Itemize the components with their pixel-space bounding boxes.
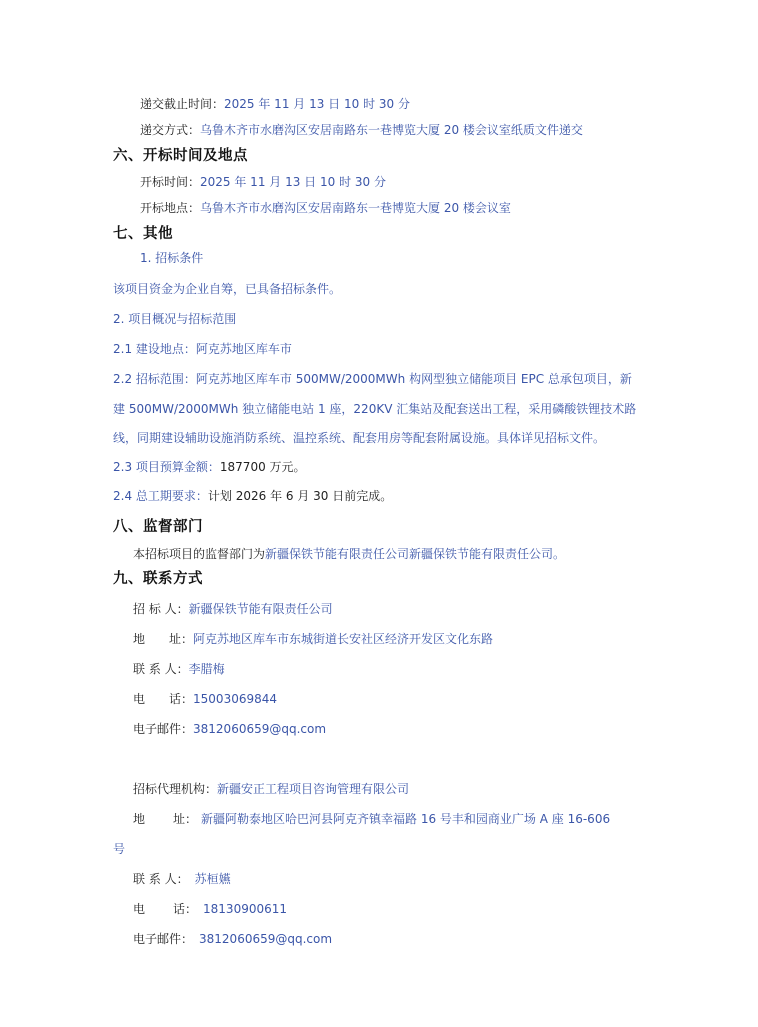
agency-address-row — [133, 811, 610, 827]
tenderer-address-label-a: 地 — [133, 632, 146, 646]
tenderer-address-value: 阿克苏地区库车市东城街道长安社区经济开发区文化东路 — [193, 632, 494, 646]
agency-contact-value: 苏桓嬿 — [194, 872, 231, 886]
tenderer-phone-label-b: 话： — [169, 692, 194, 706]
item21-row — [113, 341, 292, 357]
section8-heading: 八、监督部门 — [113, 519, 203, 535]
agency-address-value: 新疆阿勒泰地区哈巴河县阿克齐镇幸福路 16 号丰和园商业广场 A 座 16-606 — [201, 812, 611, 826]
tenderer-value: 新疆保铁节能有限责任公司 — [188, 602, 333, 616]
submission-method-label: 递交方式： — [140, 123, 201, 137]
submission-deadline-value: 2025 年 11 月 13 日 10 时 30 分 — [224, 97, 410, 111]
item22-label: 2.2 招标范围： — [113, 372, 196, 386]
item1-text: 该项目资金为企业自筹，已具备招标条件。 — [113, 282, 342, 296]
supervision-prefix: 本招标项目的监督部门为 — [133, 547, 266, 561]
section7-heading: 七、其他 — [113, 226, 173, 242]
tenderer-phone-label-a: 电 — [133, 692, 146, 706]
section9-heading: 九、联系方式 — [113, 571, 203, 587]
item24-label: 2.4 总工期要求： — [113, 489, 208, 503]
item22-value-1: 阿克苏地区库车市 500MW/2000MWh 构网型独立储能项目 EPC 总承包项目，新 — [195, 372, 632, 386]
agency-phone-value: 18130900611 — [203, 902, 288, 916]
agency-email-value[interactable]: 3812060659@qq.com — [199, 932, 333, 946]
tenderer-address-row — [133, 631, 493, 647]
opening-place-row — [140, 200, 511, 216]
item24-row — [113, 488, 392, 504]
agency-phone-row — [133, 901, 287, 917]
submission-deadline-label: 递交截止时间： — [140, 97, 225, 111]
item1-title: 1. 招标条件 — [140, 251, 204, 265]
agency-phone-label-b: 话： — [173, 902, 198, 916]
submission-method-row — [140, 122, 583, 138]
tenderer-label: 招 标 人： — [133, 602, 189, 616]
supervision-value: 新疆保铁节能有限责任公司新疆保铁节能有限责任公司。 — [265, 547, 566, 561]
item22-line3: 线，同期建设辅助设施消防系统、温控系统、配套用房等配套附属设施。具体详见招标文件。 — [113, 431, 606, 445]
opening-place-label: 开标地点： — [140, 201, 201, 215]
tenderer-row — [133, 601, 333, 617]
opening-time-value: 2025 年 11 月 13 日 10 时 30 分 — [200, 175, 386, 189]
item21-label: 2.1 建设地点： — [113, 342, 196, 356]
opening-time-row — [140, 174, 386, 190]
item2-title: 2. 项目概况与招标范围 — [113, 312, 237, 326]
agency-label: 招标代理机构： — [133, 782, 218, 796]
agency-address-label-b: 址： — [173, 812, 198, 826]
item21-value: 阿克苏地区库车市 — [195, 342, 292, 356]
tenderer-email-row — [133, 721, 326, 737]
agency-contact-label: 联 系 人： — [133, 872, 189, 886]
agency-contact-row — [133, 871, 231, 887]
submission-deadline-row — [140, 96, 410, 112]
agency-email-label: 电子邮件： — [133, 932, 194, 946]
submission-method-value: 乌鲁木齐市水磨沟区安居南路东一巷博览大厦 20 楼会议室纸质文件递交 — [200, 123, 583, 137]
agency-address-label-a: 地 — [133, 812, 146, 826]
agency-email-row — [133, 931, 332, 947]
item23-label: 2.3 项目预算金额： — [113, 460, 220, 474]
tenderer-phone-row — [133, 691, 277, 707]
agency-address-cont: 号 — [113, 842, 126, 856]
tenderer-email-value[interactable]: 3812060659@qq.com — [193, 722, 327, 736]
agency-row — [133, 781, 409, 797]
opening-time-label: 开标时间： — [140, 175, 201, 189]
agency-value: 新疆安正工程项目咨询管理有限公司 — [217, 782, 410, 796]
item24-value: 计划 2026 年 6 月 30 日前完成。 — [207, 489, 393, 503]
tenderer-phone-value: 15003069844 — [193, 692, 278, 706]
tenderer-contact-row — [133, 661, 225, 677]
item22-line1 — [113, 371, 632, 387]
item23-row — [113, 459, 306, 475]
agency-phone-label-a: 电 — [133, 902, 146, 916]
tenderer-email-label: 电子邮件： — [133, 722, 194, 736]
supervision-row — [133, 546, 565, 562]
tenderer-address-label-b: 址： — [169, 632, 194, 646]
section6-heading: 六、开标时间及地点 — [113, 148, 248, 164]
tenderer-contact-label: 联 系 人： — [133, 662, 189, 676]
item23-value: 187700 万元。 — [219, 460, 306, 474]
item22-line2: 建 500MW/2000MWh 独立储能电站 1 座，220KV 汇集站及配套送出工程，采用磷酸铁锂技术路 — [113, 402, 637, 416]
tenderer-contact-value: 李腊梅 — [188, 662, 225, 676]
opening-place-value: 乌鲁木齐市水磨沟区安居南路东一巷博览大厦 20 楼会议室 — [200, 201, 511, 215]
